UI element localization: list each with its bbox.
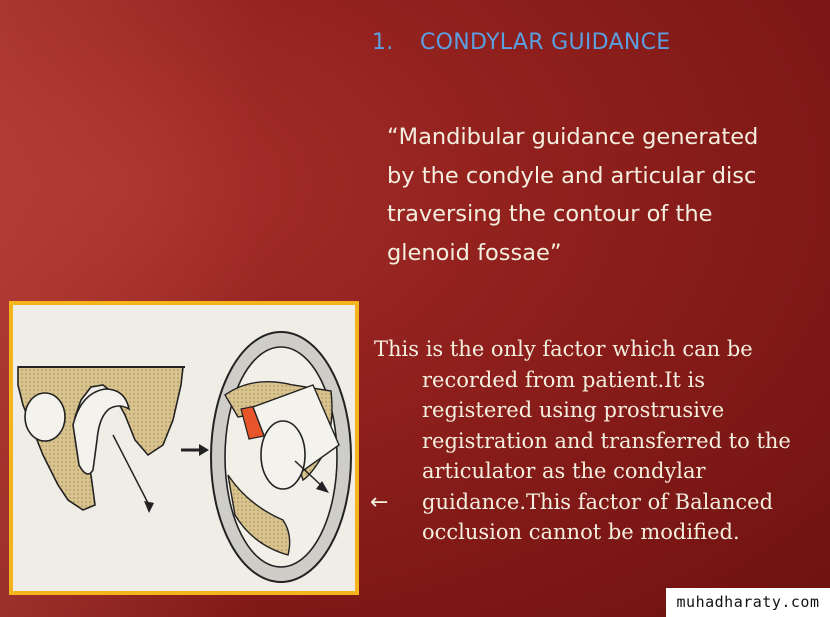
definition-quote bbox=[387, 118, 817, 272]
watermark-text: muhadharaty.com bbox=[666, 588, 830, 617]
quote-line: by the condyle and articular disc bbox=[387, 162, 757, 189]
slide-heading bbox=[372, 30, 670, 55]
note-line: recorded from patient.It is bbox=[422, 367, 706, 392]
quote-line: traversing the contour of the bbox=[387, 201, 713, 227]
explanation-text bbox=[374, 334, 830, 548]
note-line: registration and transferred to the bbox=[422, 428, 791, 453]
heading-title: CONDYLAR GUIDANCE bbox=[420, 30, 671, 55]
note-line: occlusion cannot be modified. bbox=[422, 520, 740, 544]
condyle-diagram-illustration bbox=[13, 305, 355, 591]
heading-number: 1. bbox=[372, 30, 394, 55]
condyle-diagram-figure bbox=[9, 301, 359, 595]
note-line: guidance.This factor of Balanced bbox=[422, 489, 774, 514]
note-line: articulator as the condylar bbox=[422, 459, 706, 483]
note-line: registered using prostrusive bbox=[422, 398, 725, 422]
note-line: This is the only factor which can be bbox=[374, 337, 753, 361]
left-arrow-icon: ← bbox=[370, 490, 389, 515]
quote-line: glenoid fossae” bbox=[387, 239, 562, 266]
quote-line: “Mandibular guidance generated bbox=[387, 124, 759, 150]
